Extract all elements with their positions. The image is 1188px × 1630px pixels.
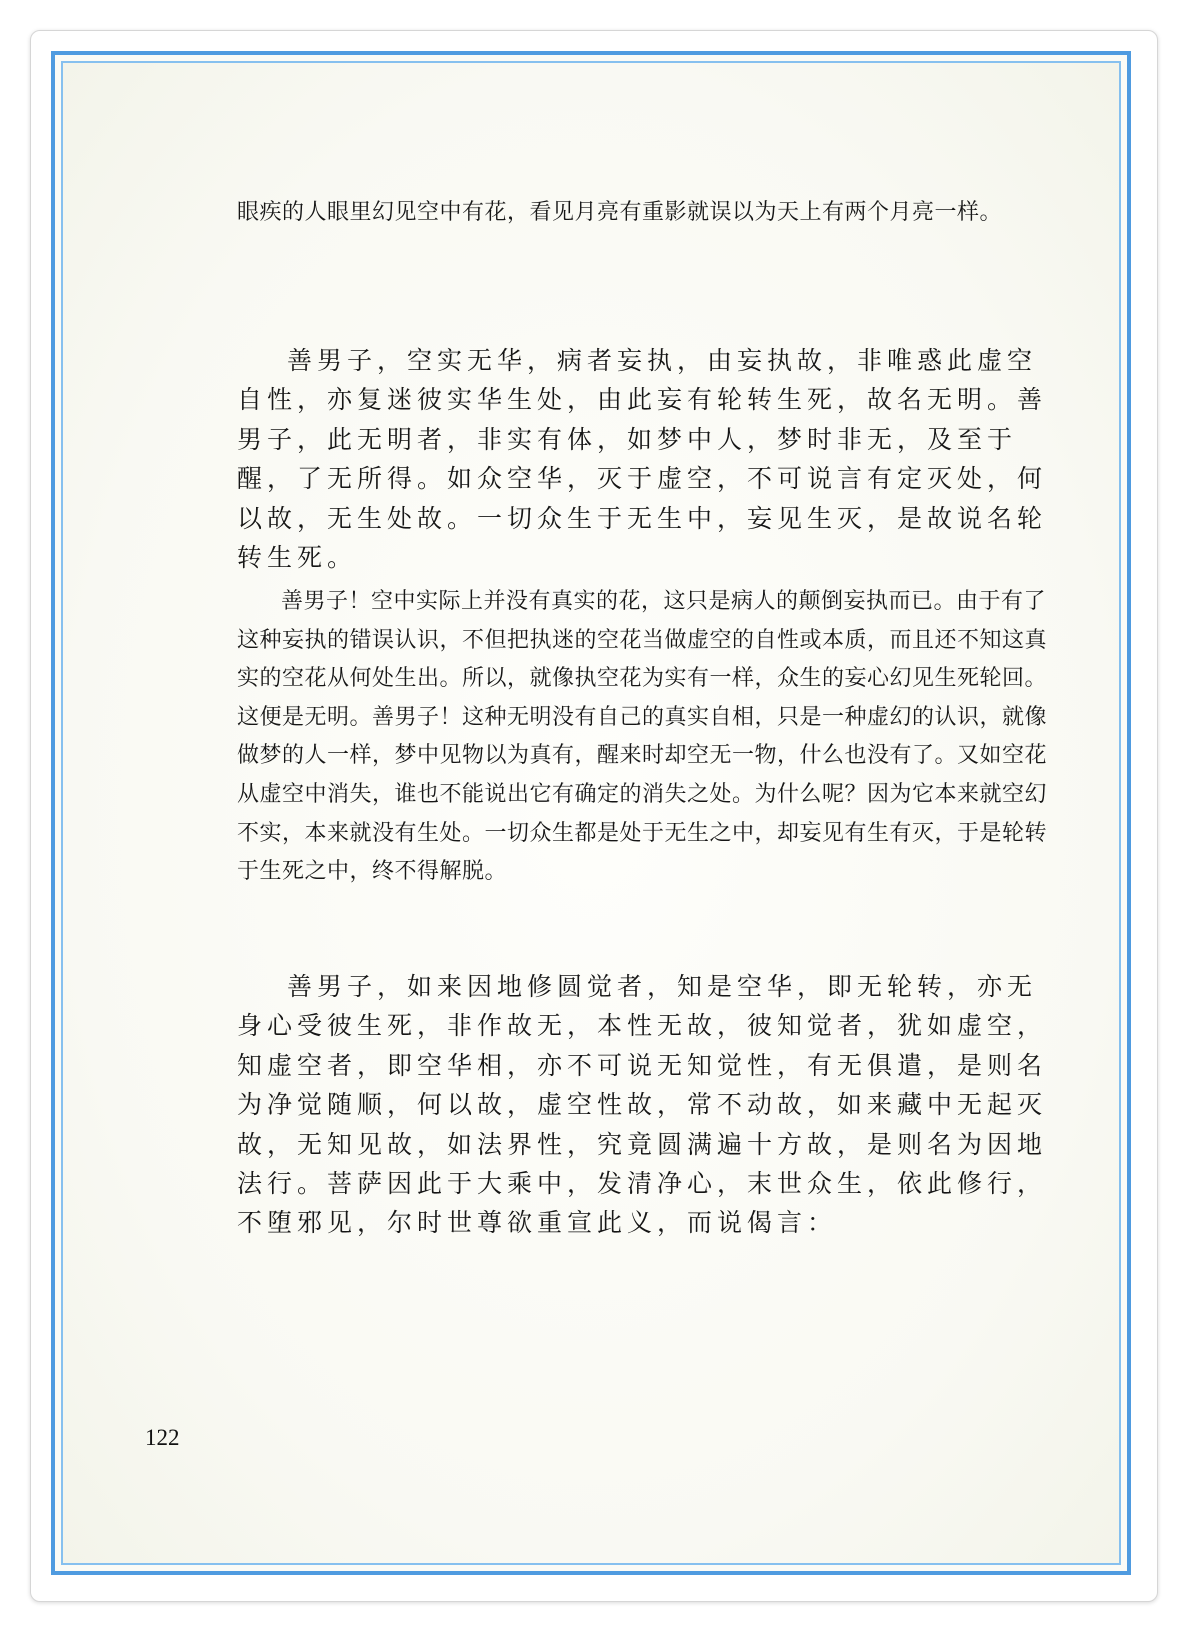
translation-paragraph-1	[237, 583, 1057, 892]
scripture-paragraph-2	[237, 967, 1057, 1243]
page-number: 122	[145, 1425, 180, 1450]
scripture-paragraph-1	[237, 341, 1057, 577]
translation-text-1: 善男子！空中实际上并没有真实的花，这只是病人的颠倒妄执而已。由于有了这种妄执的错误认识，不但把执迷的空花当做虚空的自性或本质，而且还不知这真实的空花从何处生出。所以，就像执空花为实有一样，众生的妄心幻见生死轮回。这便是无明。善男子！这种无明没有自己的真实自相，只是一种虚幻的认识，就像做梦的人一样，梦中见物以为真有，醒来时却空无一物，什么也没有了。又如空花从虚空中消失，谁也不能说出它有确定的消失之处。为什么呢？因为它本来就空幻不实，本来就没有生处。一切众生都是处于无生之中，却妄见有生有灭，于是轮转于生死之中，终不得解脱。	[237, 589, 1048, 885]
top-fragment-text: 眼疾的人眼里幻见空中有花，看见月亮有重影就误以为天上有两个月亮一样。	[237, 200, 1003, 225]
page-frame-inner	[61, 61, 1121, 1565]
scripture-text-1: 善男子，空实无华，病者妄执，由妄执故，非唯惑此虚空自性，亦复迷彼实华生处，由此妄有轮转生死，故名无明。善男子，此无明者，非实有体，如梦中人，梦时非无，及至于醒，了无所得。如众空华，灭于虚空，不可说言有定灭处，何以故，无生处故。一切众生于无生中，妄见生灭，是故说名轮转生死。	[237, 346, 1048, 573]
page-frame	[51, 51, 1131, 1575]
top-fragment-paragraph	[237, 194, 1057, 233]
scripture-text-2: 善男子，如来因地修圆觉者，知是空华，即无轮转，亦无身心受彼生死，非作故无，本性无故，彼知觉者，犹如虚空，知虚空者，即空华相，亦不可说无知觉性，有无俱遣，是则名为净觉随顺，何以故，虚空性故，常不动故，如来藏中无起灭故，无知见故，如法界性，究竟圆满遍十方故，是则名为因地法行。菩萨因此于大乘中，发清净心，末世众生，依此修行，不堕邪见，尔时世尊欲重宣此义，而说偈言：	[237, 972, 1048, 1238]
